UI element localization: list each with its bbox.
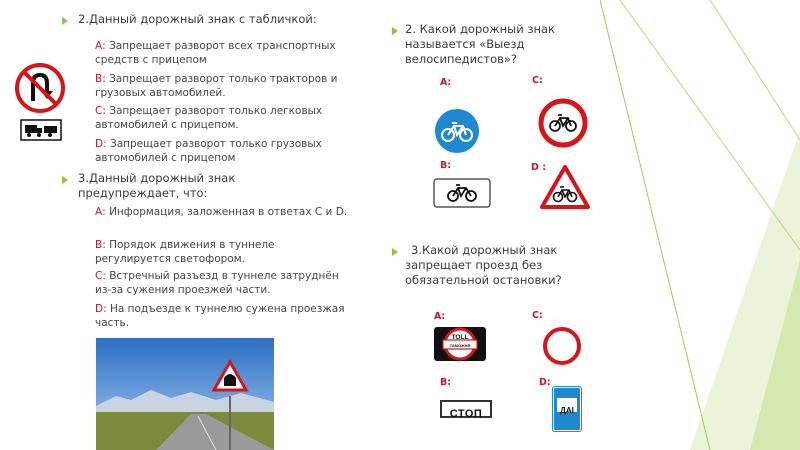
- bullet: [392, 248, 398, 256]
- option-label-d: D:: [539, 377, 551, 388]
- option-label-b: В:: [440, 160, 452, 171]
- answer-text: Встречный разъезд в туннеле затруднён из-за сужения проезжей части.: [95, 270, 339, 296]
- stop-text-sign[interactable]: [440, 400, 492, 418]
- option-label-d: D :: [531, 162, 546, 173]
- no-vehicles-sign-icon[interactable]: [542, 326, 582, 366]
- dai-sign-panel: [557, 398, 577, 415]
- toll-sign-top-text: TOLL: [451, 334, 469, 341]
- road-photo: [96, 338, 274, 450]
- truck-plate-icon: [20, 119, 62, 141]
- stop-sign-text: СТОП: [449, 408, 483, 420]
- answer-key: С:: [95, 105, 106, 117]
- toll-customs-sign[interactable]: [433, 326, 487, 362]
- option-label-b: В:: [440, 377, 452, 388]
- option-label-a: А:: [440, 77, 452, 88]
- bicycle-blue-sign-icon[interactable]: [434, 108, 480, 154]
- option-label-c: С:: [532, 75, 543, 86]
- question-title: 2. Какой дорожный знак называется «Выезд велосипедистов»?: [405, 22, 555, 66]
- bicycle-warning-sign-icon[interactable]: [539, 164, 591, 210]
- answer-key: D:: [95, 138, 107, 150]
- question-title: 3.Какой дорожный знак запрещает проезд без обязательной остановки?: [405, 243, 562, 287]
- answer-key: D:: [95, 303, 107, 315]
- dai-police-sign[interactable]: [553, 387, 581, 431]
- answer-text: На подъезде к туннелю сужена проезжая часть.: [95, 303, 345, 329]
- question-title: 3.Данный дорожный знак предупреждает, что:: [78, 171, 236, 200]
- answer-text: Запрещает разворот только легковых автомобилей с прицепом.: [95, 105, 323, 131]
- answer-key: А:: [95, 40, 106, 52]
- answer-key: В:: [95, 73, 106, 85]
- bullet: [62, 176, 68, 184]
- answer-d: [95, 302, 350, 330]
- decorative-lines: [600, 0, 800, 450]
- answer-key: А:: [95, 206, 106, 218]
- option-label-a: А:: [434, 311, 446, 322]
- answer-key: С:: [95, 270, 106, 282]
- answer-c: [95, 104, 340, 132]
- bicycle-plate-sign-icon[interactable]: [433, 178, 491, 208]
- bicycle-prohibition-sign-icon[interactable]: [538, 98, 588, 148]
- answer-text: Информация, заложенная в ответах С и D.: [109, 206, 348, 218]
- option-label-c: С:: [532, 310, 543, 321]
- dai-sign-text: ДАІ: [560, 406, 574, 415]
- answer-text: Запрещает разворот только грузовых автомобилей с прицепом: [95, 138, 322, 164]
- question-title: 2.Данный дорожный знак с табличкой:: [78, 12, 317, 26]
- bullet: [392, 27, 398, 35]
- answer-d: [95, 137, 340, 165]
- answer-a: [95, 39, 340, 67]
- bullet: [62, 17, 68, 25]
- answer-a: [95, 205, 350, 219]
- answer-key: В:: [95, 239, 106, 251]
- answer-text: Порядок движения в туннеле регулируется светофором.: [95, 239, 275, 265]
- answer-text: Запрещает разворот всех транспортных средств с прицепом: [95, 40, 336, 66]
- no-u-turn-sign-icon: [15, 63, 65, 113]
- answer-c: [95, 269, 350, 297]
- answer-b: [95, 72, 340, 100]
- answer-text: Запрещает разворот только тракторов и грузовых автомобилей.: [95, 73, 338, 99]
- answer-b: [95, 238, 350, 266]
- toll-sign-bottom-text: ТАМОЖНЯ: [449, 343, 471, 348]
